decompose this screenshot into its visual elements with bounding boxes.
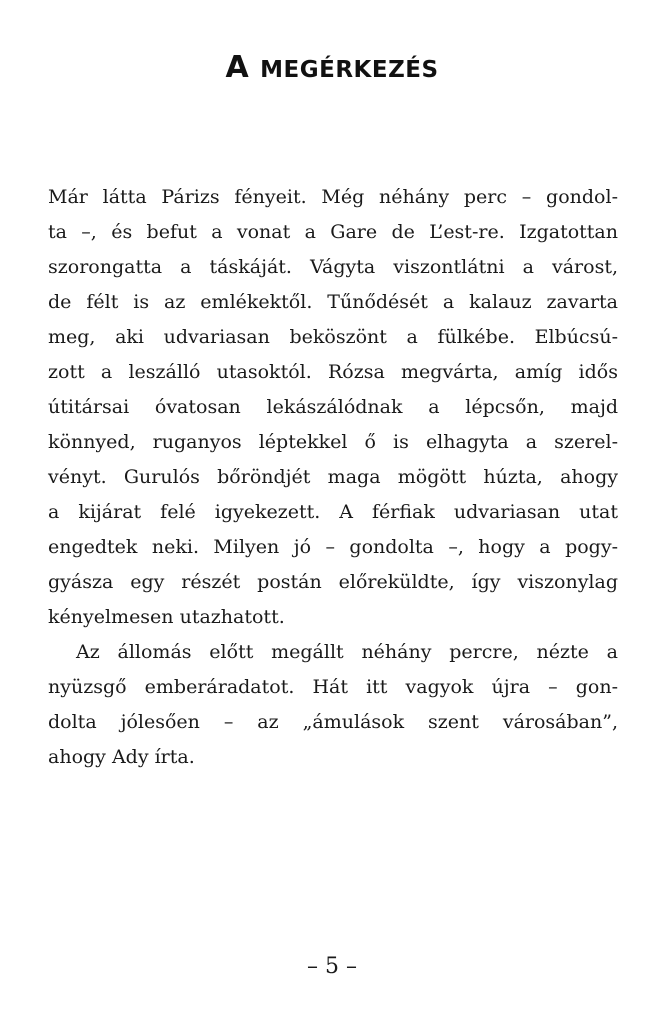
chapter-title-initial: A xyxy=(225,50,250,85)
text-line: nyüzsgő emberáradatot. Hát itt vagyok újra – gon- xyxy=(48,676,618,698)
text-line: zott a leszálló utasoktól. Rózsa megvárta, amíg idős xyxy=(48,361,618,383)
page-number: – 5 – xyxy=(307,954,357,979)
text-line: ta –, és befut a vonat a Gare de L’est-re. Izgatottan xyxy=(48,221,618,243)
chapter-title-rest: MEGÉRKEZÉS xyxy=(260,57,439,83)
text-line: Az állomás előtt megállt néhány percre, nézte a xyxy=(76,641,618,663)
text-line: a kijárat felé igyekezett. A férfiak udvariasan utat xyxy=(48,501,618,523)
text-line: de félt is az emlékektől. Tűnődését a kalauz zavarta xyxy=(48,291,618,313)
body-text xyxy=(48,180,618,775)
chapter-title xyxy=(0,50,664,85)
text-line: meg, aki udvariasan beköszönt a fülkébe. Elbúcsú- xyxy=(48,326,618,348)
text-line: dolta jólesően – az „ámulások szent városában”, xyxy=(48,711,618,733)
text-line: könnyed, ruganyos léptekkel ő is elhagyta a szerel- xyxy=(48,431,618,453)
text-line: kényelmesen utazhatott. xyxy=(48,606,285,628)
text-line: vényt. Gurulós bőröndjét maga mögött húzta, ahogy xyxy=(48,466,618,488)
text-line: gyásza egy részét postán előreküldte, így viszonylag xyxy=(48,571,618,593)
text-line: útitársai óvatosan lekászálódnak a lépcsőn, majd xyxy=(48,396,618,418)
text-line: engedtek neki. Milyen jó – gondolta –, hogy a pogy- xyxy=(48,536,618,558)
text-line: ahogy Ady írta. xyxy=(48,746,195,768)
text-line: Már látta Párizs fényeit. Még néhány perc – gondol- xyxy=(48,186,618,208)
text-line: szorongatta a táskáját. Vágyta viszontlátni a várost, xyxy=(48,256,618,278)
